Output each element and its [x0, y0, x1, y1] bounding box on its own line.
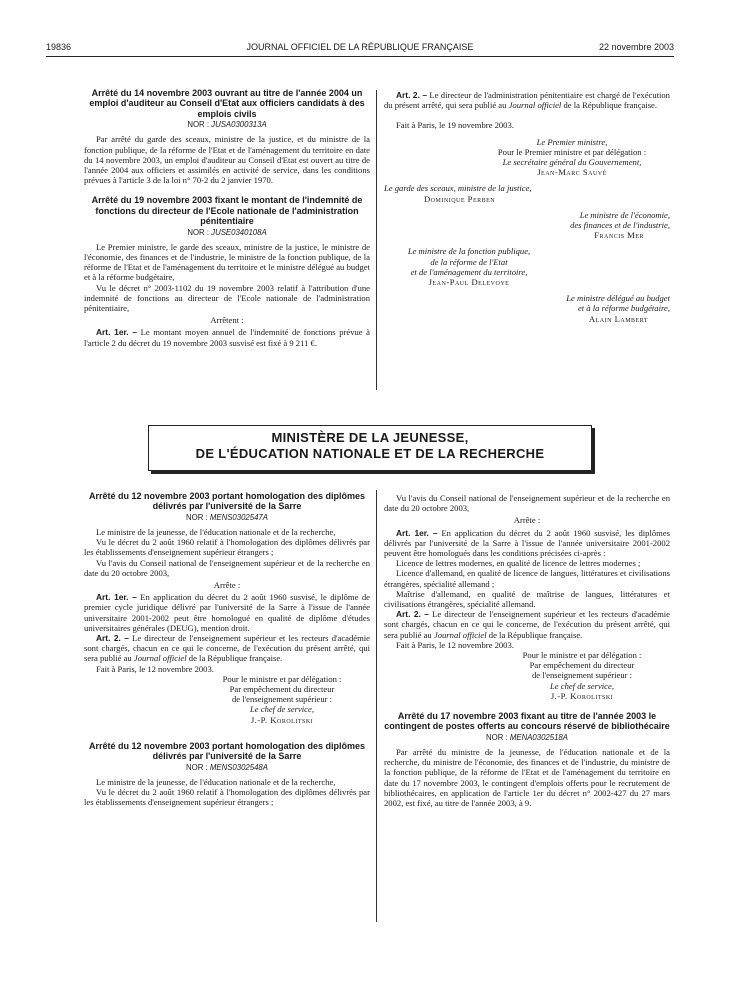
article-title: Arrêté du 17 novembre 2003 fixant au titre de l'année 2003 le contingent de postes offerts au concours réservé de bibliothécaire	[384, 711, 670, 732]
signature-budget: Le ministre délégué au budget et à la réforme budgétaire, Alain Lambert	[566, 293, 670, 324]
article-title: Arrêté du 14 novembre 2003 ouvrant au titre de l'année 2004 un emploi d'auditeur au Conseil d'Etat aux officiers candidats à des emplois civils	[89, 88, 365, 119]
arretent-heading: Arrêtent :	[210, 315, 244, 326]
paragraph: Le ministre de la jeunesse, de l'éducation nationale et de la recherche,	[96, 776, 336, 787]
nor-reference: NOR : MENS0302548A	[186, 762, 268, 772]
article-title: Arrêté du 12 novembre 2003 portant homologation des diplômes délivrés par l'université de la Sarre	[88, 740, 366, 762]
paragraph: Vu l'avis du Conseil national de l'enseignement supérieur et de la recherche en date du 20 octobre 2003,	[384, 493, 670, 514]
done-at: Fait à Paris, le 19 novembre 2003.	[396, 120, 514, 131]
left-bottom-column	[84, 491, 370, 808]
paragraph: Le ministre de la jeunesse, de l'éducation nationale et de la recherche,	[96, 527, 336, 538]
signature-block: Pour le ministre et par délégation : Par empêchement du directeur de l'enseignement supérieur : Le chef de service, J.-P. Korolitski	[522, 650, 642, 701]
ministry-banner: MINISTÈRE DE LA JEUNESSE, DE L'ÉDUCATION NATIONALE ET DE LA RECHERCHE	[148, 425, 592, 471]
signature-justice: Le garde des sceaux, ministre de la justice, Dominique Perben	[384, 183, 532, 204]
issue-date: 22 novembre 2003	[598, 42, 674, 52]
article-2: Art. 2. – Le directeur de l'enseignement supérieur et les recteurs d'académie sont chargés, chacun en ce qui le concerne, de l'exécution du présent arrêté, qui sera publié au Journal officiel de la République française.	[384, 609, 670, 640]
article-body: Par arrêté du garde des sceaux, ministre de la justice, et du ministre de la fonction publique, de la réforme de l'Etat et de l'aménagement du territoire en date du 14 novembre 2003, un emploi d'auditeur au Conseil d'Etat est ouvert au titre de l'année 2004 aux officiers et assimilés en activité de service, dans les conditions prévues à l'article 3 de la loi n° 70-2 du 2 janvier 1970.	[84, 134, 370, 186]
column-divider	[376, 90, 377, 390]
article-1: Art. 1er. – En application du décret du 2 août 1960 susvisé, les diplômes délivrés par l'université de la Sarre à l'issue de l'année universitaire 2001-2002 peuvent être homologués dans les conditions précisées ci-après :	[384, 527, 670, 559]
right-bottom-column	[384, 493, 670, 808]
arrete-heading: Arrête :	[513, 515, 541, 526]
done-at: Fait à Paris, le 12 novembre 2003.	[396, 639, 514, 650]
article-2: Art. 2. – Le directeur de l'enseignement supérieur et les recteurs d'académie sont chargés, chacun en ce qui le concerne, de l'exécution du présent arrêté, qui sera publié au Journal officiel de la République française.	[84, 633, 370, 664]
nor-reference: NOR : MENS0302547A	[186, 512, 268, 522]
paragraph: Vu le décret n° 2003-1102 du 19 novembre 2003 relatif à l'attribution d'une indemnité de fonctions au directeur de l'Ecole nationale de l'administration pénitentiaire,	[84, 282, 370, 314]
list-item: Licence de lettres modernes, en qualité de licence de lettres modernes ;	[396, 558, 641, 569]
article-title: Arrêté du 12 novembre 2003 portant homologation des diplômes délivrés par l'université de la Sarre	[88, 491, 366, 512]
signature-block: Pour le ministre et par délégation : Par empêchement du directeur de l'enseignement supérieur : Le chef de service, J.-P. Korolitski	[222, 673, 342, 725]
arrete-heading: Arrête :	[213, 580, 241, 591]
article-title: Arrêté du 19 novembre 2003 fixant le montant de l'indemnité de fonctions du directeur de l'Ecole nationale de l'administration pénitentiaire	[91, 195, 363, 227]
list-item: Maîtrise d'allemand, en qualité de maîtrise de langues, littératures et civilisations étrangères, spécialité allemand.	[384, 588, 670, 610]
list-item: Licence d'allemand, en qualité de licence de langues, littératures et civilisations étrangères, spécialité allemand ;	[384, 568, 670, 589]
paragraph: Vu le décret du 2 août 1960 relatif à l'homologation des diplômes délivrés par les établissements d'enseignement supérieur étrangers ;	[84, 537, 370, 558]
paragraph: Vu le décret du 2 août 1960 relatif à l'homologation des diplômes délivrés par les établissements d'enseignement supérieur étrangers ;	[84, 787, 370, 808]
right-top-column	[384, 90, 670, 324]
nor-reference: NOR : JUSA0300313A	[187, 120, 267, 130]
paragraph: Vu l'avis du Conseil national de l'enseignement supérieur et de la recherche en date du 20 octobre 2003,	[84, 557, 370, 578]
nor-reference: NOR : JUSE0340108A	[187, 227, 267, 237]
header-rule	[46, 56, 674, 57]
page-number: 19836	[46, 42, 72, 52]
paragraph: Le Premier ministre, le garde des sceaux, ministre de la justice, le ministre de l'économie, des finances et de l'industrie, le ministre de la fonction publique, de la réforme de l'Etat et de l'aménagement du territoire et le ministre délégué au budget et à la réforme budgétaire,	[84, 241, 370, 283]
left-top-column	[84, 88, 370, 348]
journal-title: JOURNAL OFFICIEL DE LA RÉPUBLIQUE FRANÇAISE	[246, 42, 474, 52]
article-1: Art. 1er. – En application du décret du 2 août 1960 susvisé, le diplôme de premier cycle juridique délivré par l'université de la Sarre à l'issue de l'année universitaire 2001-2002 peut être homologué en qualité de diplôme d'études universitaires générales (DEUG), mention droit.	[84, 592, 370, 633]
article-2: Art. 2. – Le directeur de l'administration pénitentiaire est chargé de l'exécution du présent arrêté, qui sera publié au Journal officiel de la République française.	[384, 90, 670, 111]
article-body: Par arrêté du ministre de la jeunesse, de l'éducation nationale et de la recherche, du ministre de l'économie, des finances et de l'industrie, du ministre de la fonction publique, de la réforme de l'Etat et de l'aménagement du territoire en date du 17 novembre 2003, le contingent d'emplois offerts pour le recrutement de bibliothécaires, en application de l'article 1er du décret n° 2002-427 du 27 mars 2002, est fixé, au titre de l'année 2003, à 9.	[384, 747, 670, 809]
page-header	[46, 42, 674, 56]
nor-reference: NOR : MENA0302518A	[486, 732, 568, 742]
signature-economy: Le ministre de l'économie, des finances et de l'industrie, Francis Mer	[570, 209, 670, 241]
done-at: Fait à Paris, le 12 novembre 2003.	[96, 663, 214, 674]
article-1: Art. 1er. – Le montant moyen annuel de l'indemnité de fonctions prévue à l'article 2 du décret du 19 novembre 2003 susvisé est fixé à 9 211 €.	[84, 327, 370, 348]
signature-public-service: Le ministre de la fonction publique, de la réforme de l'Etat et de l'aménagement du territoire, Jean-Paul Delevoye	[407, 246, 531, 288]
column-divider	[376, 490, 377, 922]
signature-pm: Le Premier ministre, Pour le Premier ministre et par délégation : Le secrétaire général du Gouvernement, Jean-Marc Sauvé	[497, 136, 647, 178]
